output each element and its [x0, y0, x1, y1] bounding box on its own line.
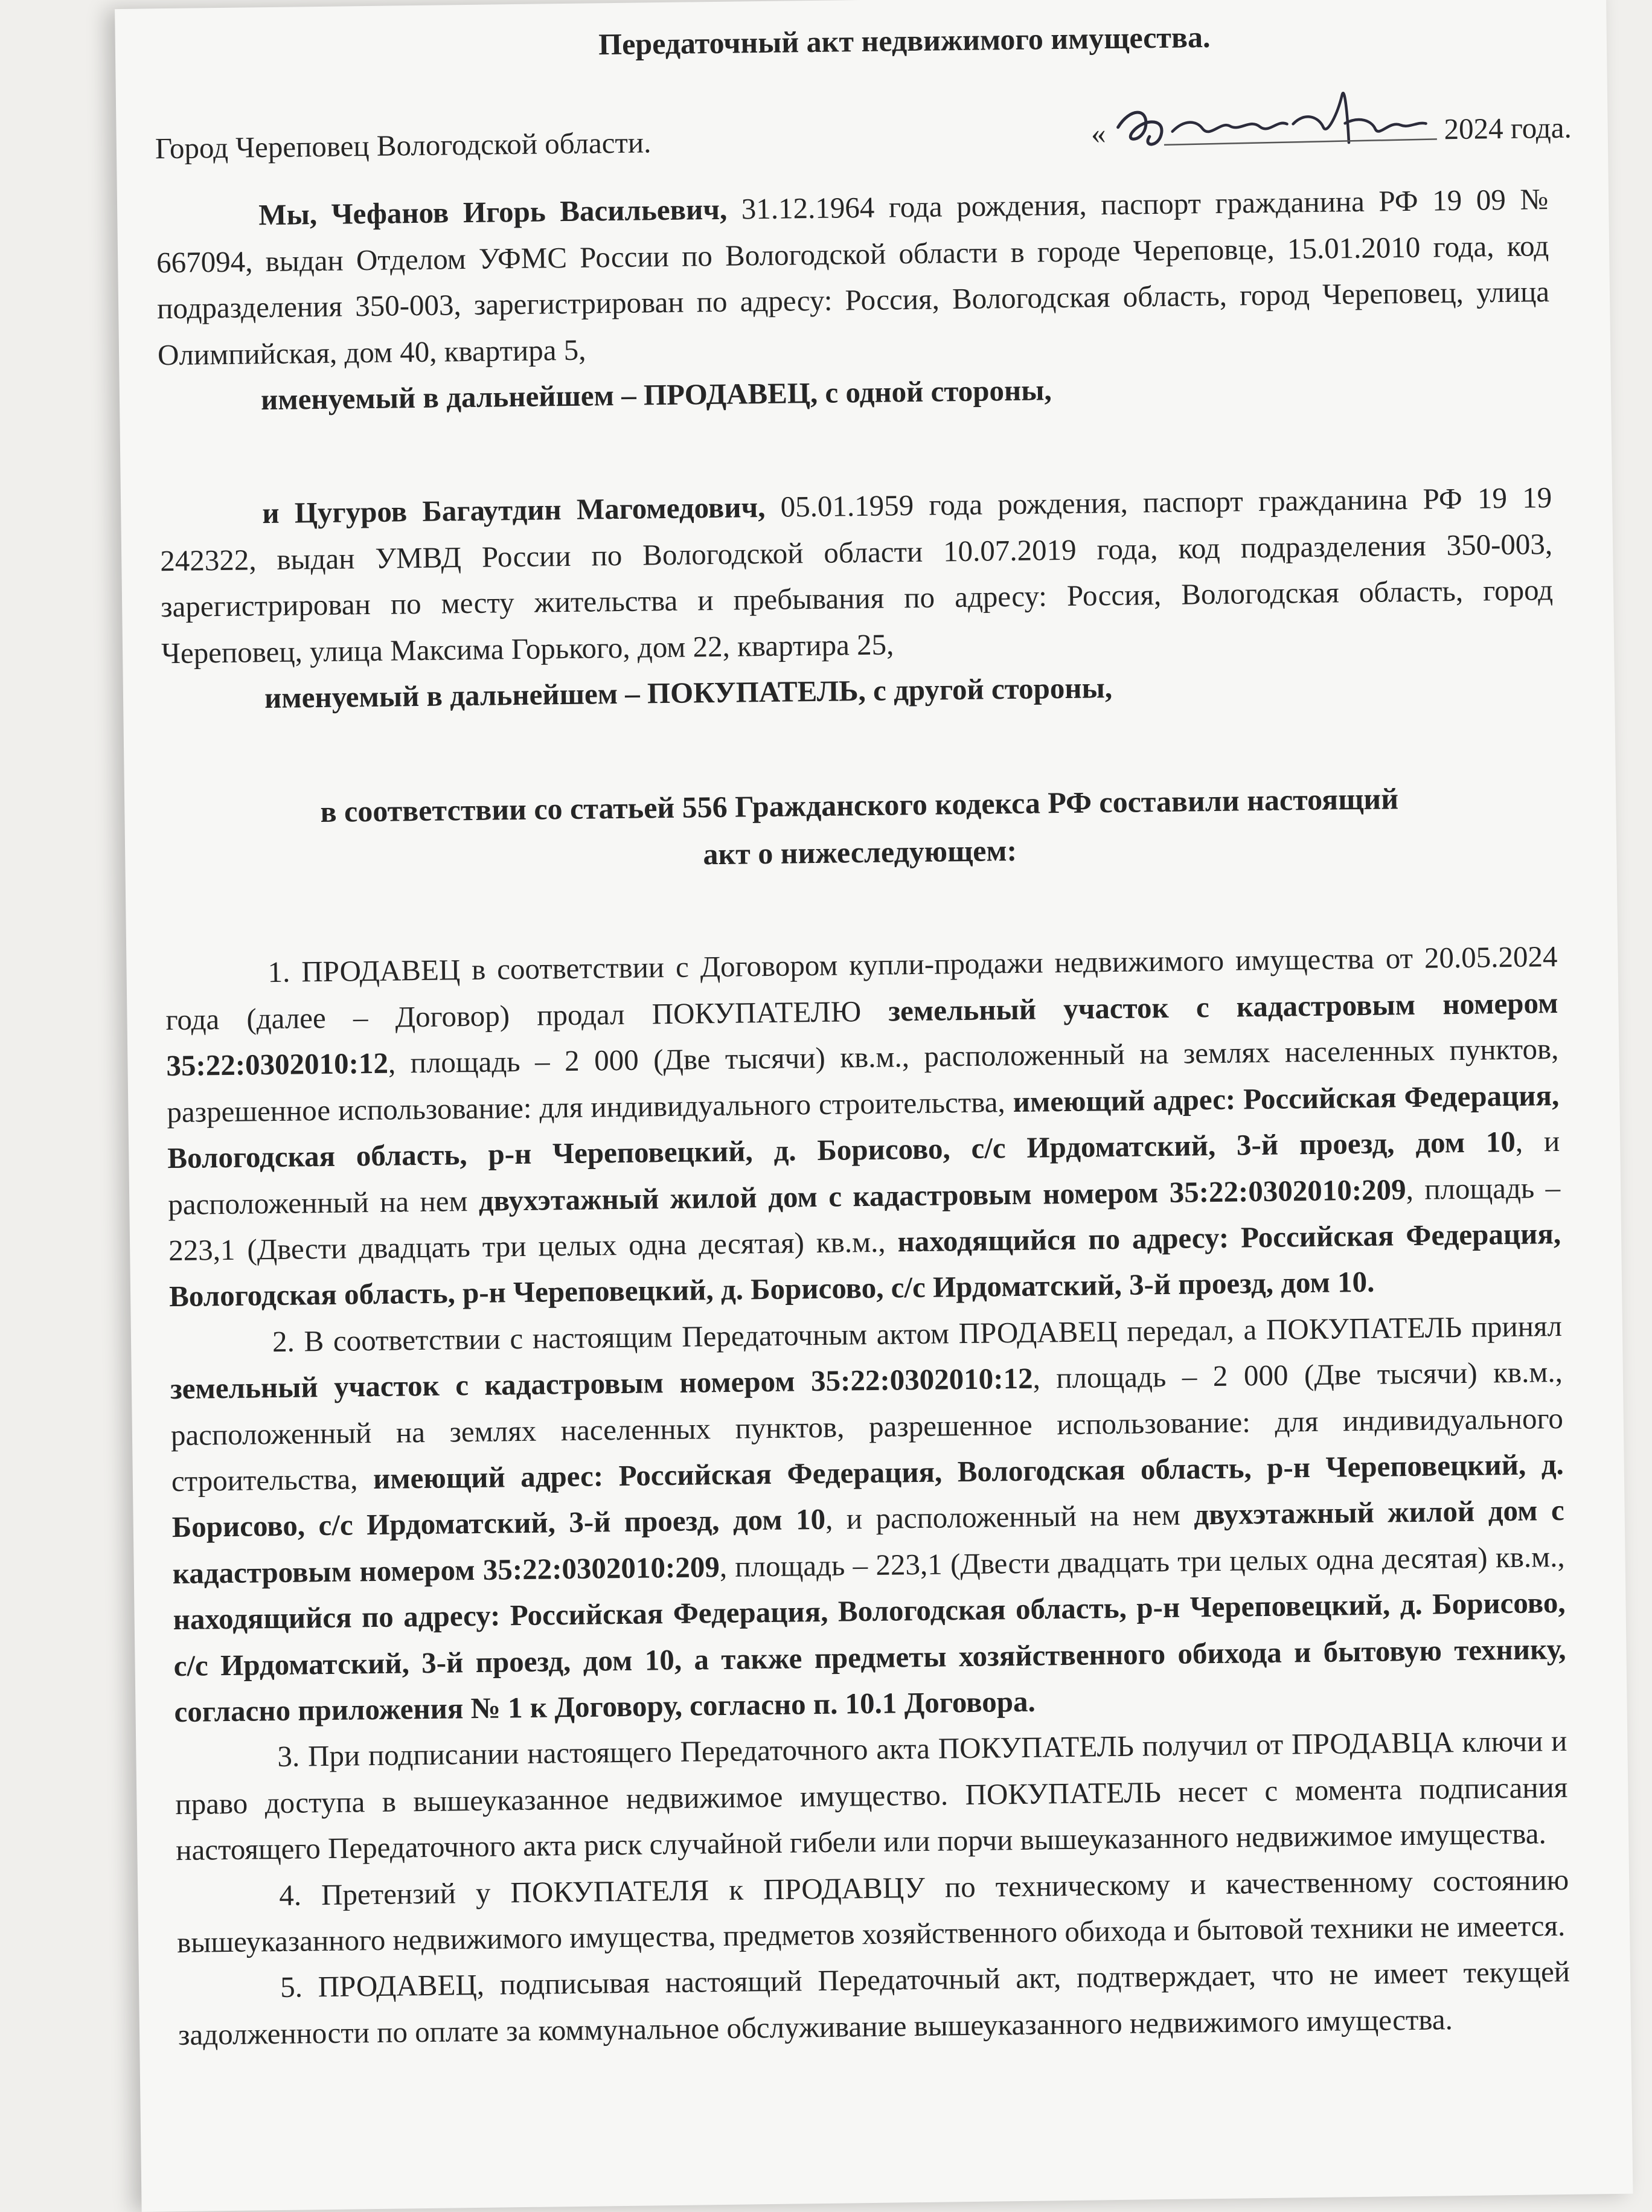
clause-2 [170, 1303, 1567, 1736]
party1-details: 31.12.1964 года рождения, паспорт гражданина РФ 19 09 № 667094, выдан Отделом УФМС России по Вологодской области в городе Череповце, 15.01.2010 года, код подразделения 350-003, зарегистрирован по адресу: Россия, Вологодская область, город Череповец, улица Олимпийская, дом 40, квартира 5, [156, 182, 1550, 371]
clause-3: 3. При подписании настоящего Передаточного акта ПОКУПАТЕЛЬ получил от ПРОДАВЦА ключи и право доступа в вышеуказанное недвижимое имущество. ПОКУПАТЕЛЬ несет с момента подписания настоящего Передаточного акта риск случайной гибели или порчи вышеуказанного недвижимое имущества. [175, 1724, 1568, 1867]
party1-paragraph [156, 177, 1551, 379]
preamble-line-2: акт о нижеследующем: [703, 833, 1017, 871]
clause-2-bold-d: находящийся по адресу: Российская Федерация, Вологодская область, р-н Череповецкий, д. Борисово, с/с Ирдоматский, 3-й проезд, дом 10, а также предметы хозяйственного обихода и бытовую технику, согласно приложения № 1 к Договору, согласно п. 10.1 Договора. [173, 1586, 1566, 1729]
clause-1-bold-b: имеющий адрес: Российская Федерация, Вологодская область, р-н Череповецкий, д. Борисово, с/с Ирдоматский, 3-й проезд, дом 10 [167, 1078, 1560, 1175]
clause-2-text-d: , площадь – 223,1 (Двести двадцать три целых одна десятая) кв.м., [719, 1539, 1565, 1583]
date-line [1090, 85, 1572, 157]
clause-1-text-c: , и расположенный на нем [167, 1124, 1560, 1221]
clause-2-text-b: , площадь – 2 000 (Две тысячи) кв.м., расположенный на землях населенных пунктов, разрешенное использование: для индивидуального строительства, [170, 1355, 1564, 1498]
party1-name: Мы, Чефанов Игорь Васильевич, [258, 193, 728, 232]
date-open-quote: « [1090, 117, 1106, 150]
party2-role: именуемый в дальнейшем – ПОКУПАТЕЛЬ, с другой стороны, [264, 671, 1113, 715]
header-line [155, 85, 1572, 165]
date-year: 2024 года. [1444, 111, 1572, 146]
party2-name: и Цугуров Багаутдин Магомедович, [261, 490, 766, 530]
document-title: Передаточный акт недвижимого имущества. [598, 19, 1211, 62]
clause-2-text-a: 2. В соответствии с настоящим Передаточным актом ПРОДАВЕЦ передал, а ПОКУПАТЕЛЬ принял [272, 1309, 1563, 1358]
handwritten-date [1106, 86, 1444, 157]
clause-1-bold-c: двухэтажный жилой дом с кадастровым номером 35:22:0302010:209 [478, 1172, 1406, 1217]
clause-1-text-d: , площадь – 223,1 (Двести двадцать три целых одна десятая) кв.м., [168, 1170, 1561, 1268]
clause-1-bold-d: находящийся по адресу: Российская Федерация, Вологодская область, р-н Череповецкий, д. Борисово, с/с Ирдоматский, 3-й проезд, дом 10. [168, 1216, 1561, 1313]
clause-1-text-a: 1. ПРОДАВЕЦ в соответствии с Договором купли-продажи недвижимого имущества от 20.05.2024 года (далее – Договор) продал ПОКУПАТЕЛЮ [165, 940, 1558, 1037]
preamble-line-1: в соответствии со статьей 556 Гражданского кодекса РФ составили настоящий [320, 781, 1399, 829]
clause-2-bold-c: двухэтажный жилой дом с кадастровым номером 35:22:0302010:209 [172, 1493, 1564, 1590]
city-line: Город Череповец Вологодской области. [155, 126, 652, 165]
clause-1-text-b: , площадь – 2 000 (Две тысячи) кв.м., расположенный на землях населенных пунктов, разрешенное использование: для индивидуального строительства, [167, 1032, 1559, 1129]
clause-1-bold-a: земельный участок с кадастровым номером 35:22:0302010:12 [166, 986, 1558, 1083]
document-page [115, 0, 1633, 2212]
party1-role: именуемый в дальнейшем – ПРОДАВЕЦ, с одной стороны, [260, 373, 1052, 417]
clause-4: 4. Претензий у ПОКУПАТЕЛЯ к ПРОДАВЦУ по техническому и качественному состоянию вышеуказанного недвижимого имущества, предметов хозяйственного обихода и бытовой техники не имеется. [176, 1862, 1569, 1960]
clause-2-bold-b: имеющий адрес: Российская Федерация, Вологодская область, р-н Череповецкий, д. Борисово, с/с Ирдоматский, 3-й проезд, дом 10 [171, 1447, 1564, 1544]
clause-2-bold-a: земельный участок с кадастровым номером 35:22:0302010:12 [170, 1361, 1033, 1406]
clause-2-text-c: , и расположенный на нем [825, 1498, 1194, 1536]
clause-1 [165, 934, 1561, 1319]
document-body [153, 10, 1570, 2058]
clause-5: 5. ПРОДАВЕЦ, подписывая настоящий Передаточный акт, подтверждает, что не имеет текущей задолженности по оплате за коммунальное обслуживание вышеуказанного недвижимого имущества. [178, 1955, 1570, 2051]
party2-details: 05.01.1959 года рождения, паспорт гражданина РФ 19 19 242322, выдан УМВД России по Вологодской области 10.07.2019 года, код подразделения 350-003, зарегистрирован по месту жительства и пребывания по адресу: Россия, Вологодская область, город Череповец, улица Максима Горького, дом 22, квартира 25, [159, 481, 1554, 670]
party2-paragraph [159, 475, 1554, 677]
